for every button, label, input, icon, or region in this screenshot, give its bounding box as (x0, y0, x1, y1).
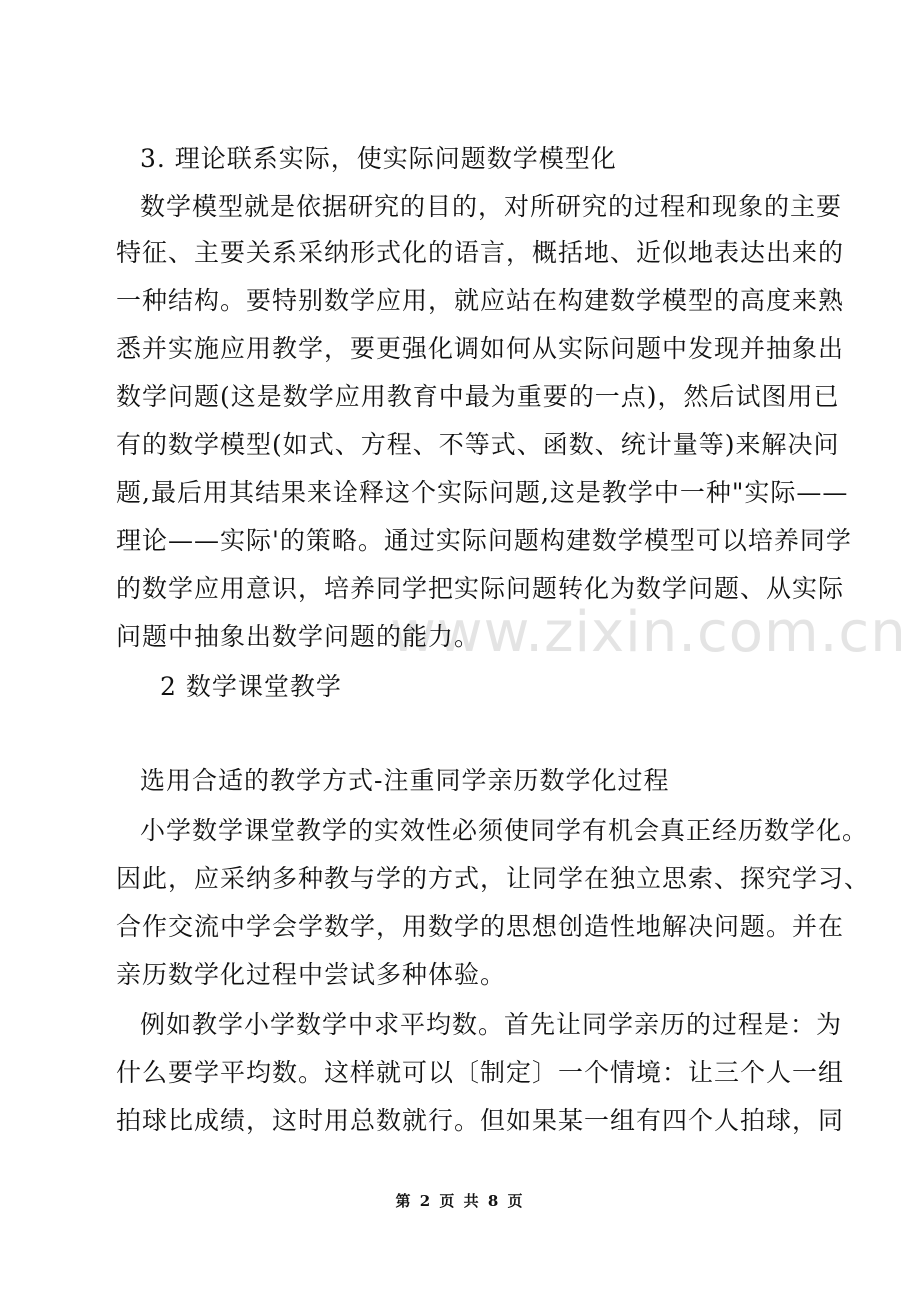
paragraph-line: 数学问题(这是数学应用教育中最为重要的一点)，然后试图用已 (116, 382, 840, 411)
paragraph-line: 问题中抽象出数学问题的能力。 (116, 622, 481, 651)
paragraph-line: 悉并实施应用教学，要更强化调如何从实际问题中发现并抽象出 (116, 334, 845, 363)
paragraph-line: 因此，应采纳多种教与学的方式，让同学在独立思索、探究学习、 (116, 864, 871, 893)
paragraph-line: 例如教学小学数学中求平均数。首先让同学亲历的过程是：为 (140, 1010, 843, 1039)
paragraph-line: 特征、主要关系采纳形式化的语言，概括地、近似地表达出来的 (116, 238, 845, 267)
watermark: www.zixin.com.cn (390, 600, 907, 665)
section2-subheading: 选用合适的教学方式-注重同学亲历数学化过程 (140, 766, 670, 795)
paragraph-line: 小学数学课堂教学的实效性必须使同学有机会真正经历数学化。 (140, 816, 869, 845)
section2-heading: 2 数学课堂教学 (160, 672, 342, 701)
paragraph-line: 一种结构。要特别数学应用，就应站在构建数学模型的高度来熟 (116, 286, 845, 315)
paragraph-line: 亲历数学化过程中尝试多种体验。 (116, 960, 507, 989)
paragraph-line: 理论——实际'的策略。通过实际问题构建数学模型可以培养同学 (116, 526, 852, 555)
paragraph-line: 什么要学平均数。这样就可以〔制定〕一个情境：让三个人一组 (116, 1058, 845, 1087)
paragraph-line: 题,最后用其结果来诠释这个实际问题,这是教学中一种"实际—— (116, 478, 849, 507)
paragraph-line: 拍球比成绩，这时用总数就行。但如果某一组有四个人拍球，同 (116, 1106, 845, 1135)
page-footer: 第 2 页 共 8 页 (395, 1192, 525, 1210)
paragraph-line: 合作交流中学会学数学，用数学的思想创造性地解决问题。并在 (116, 912, 845, 941)
paragraph-line: 数学模型就是依据研究的目的，对所研究的过程和现象的主要 (140, 192, 843, 221)
section3-heading: 3. 理论联系实际，使实际问题数学模型化 (140, 144, 617, 173)
paragraph-line: 的数学应用意识，培养同学把实际问题转化为数学问题、从实际 (116, 574, 845, 603)
paragraph-line: 有的数学模型(如式、方程、不等式、函数、统计量等)来解决问 (116, 430, 840, 459)
